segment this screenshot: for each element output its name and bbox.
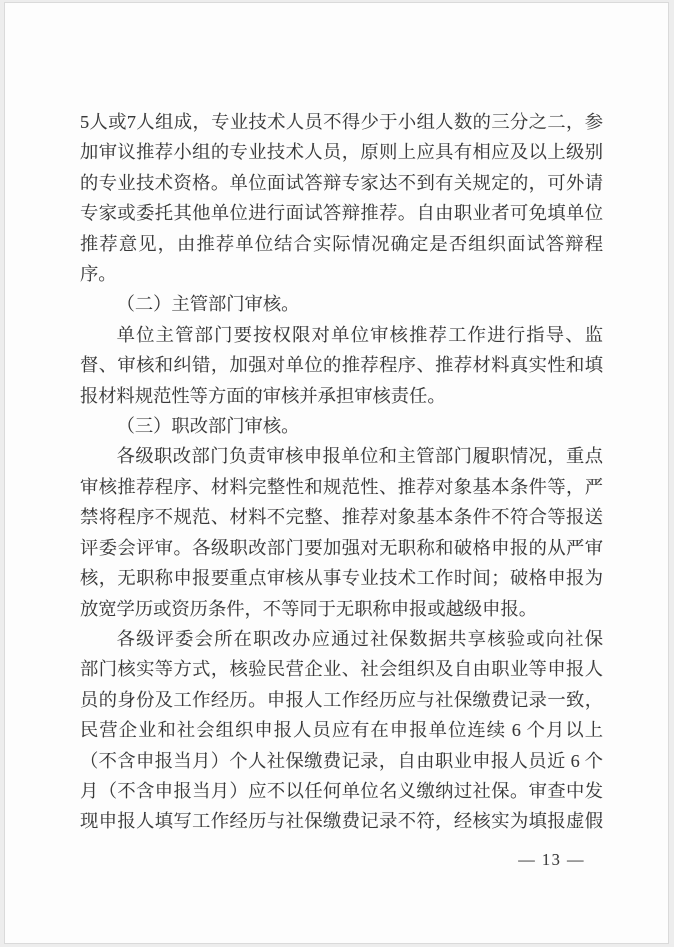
page-number: — 13 — [518, 850, 585, 869]
text-line: 核，无职称申报要重点审核从事专业技术工作时间；破格申报为 [80, 568, 603, 589]
text-line: 各级职改部门负责审核申报单位和主管部门履职情况，重点 [116, 446, 603, 467]
text-line: 加审议推荐小组的专业技术人员，原则上应具有相应及以上级别 [80, 142, 603, 163]
text-line: 部门核实等方式，核验民营企业、社会组织及自由职业等申报人 [80, 659, 603, 680]
text-line: 各级评委会所在职改办应通过社保数据共享核验或向社保 [116, 628, 603, 649]
text-line: 5人或7人组成，专业技术人员不得少于小组人数的三分之二，参 [80, 112, 603, 132]
text-line: 禁将程序不规范、材料不完整、推荐对象基本条件不符合等报送 [80, 507, 603, 528]
text-line: 放宽学历或资历条件，不等同于无职称申报或越级申报。 [80, 598, 538, 619]
document-body [80, 107, 603, 837]
text-line: 专家或委托其他单位进行面试答辩推荐。自由职业者可免填单位 [80, 203, 603, 224]
section-heading: （二）主管部门审核。 [116, 294, 300, 315]
text-line: 民营企业和社会组织申报人员应有在申报单位连续 6 个月以上 [80, 720, 603, 741]
text-line: 员的身份及工作经历。申报人工作经历应与社保缴费记录一致， [80, 689, 603, 710]
text-line: （不含申报当月）个人社保缴费记录，自由职业申报人员近 6 个 [80, 750, 603, 771]
text-line: 月（不含申报当月）应不以任何单位名义缴纳过社保。审查中发 [80, 780, 603, 801]
text-line: 推荐意见，由推荐单位结合实际情况确定是否组织面试答辩程 [80, 233, 603, 254]
text-line: 序。 [80, 264, 117, 285]
text-line: 现申报人填写工作经历与社保缴费记录不符，经核实为填报虚假 [80, 811, 603, 832]
text-line: 评委会评审。各级职改部门要加强对无职称和破格申报的从严审 [80, 537, 603, 558]
document-page [4, 2, 669, 944]
text-line: 的专业技术资格。单位面试答辩专家达不到有关规定的，可外请 [80, 172, 603, 193]
text-line: 督、审核和纠错，加强对单位的推荐程序、推荐材料真实性和填 [80, 355, 603, 376]
section-heading: （三）职改部门审核。 [116, 416, 300, 437]
text-line: 单位主管部门要按权限对单位审核推荐工作进行指导、监 [116, 324, 603, 345]
text-line: 审核推荐程序、材料完整性和规范性、推荐对象基本条件等，严 [80, 476, 603, 497]
text-line: 报材料规范性等方面的审核并承担审核责任。 [80, 385, 446, 406]
